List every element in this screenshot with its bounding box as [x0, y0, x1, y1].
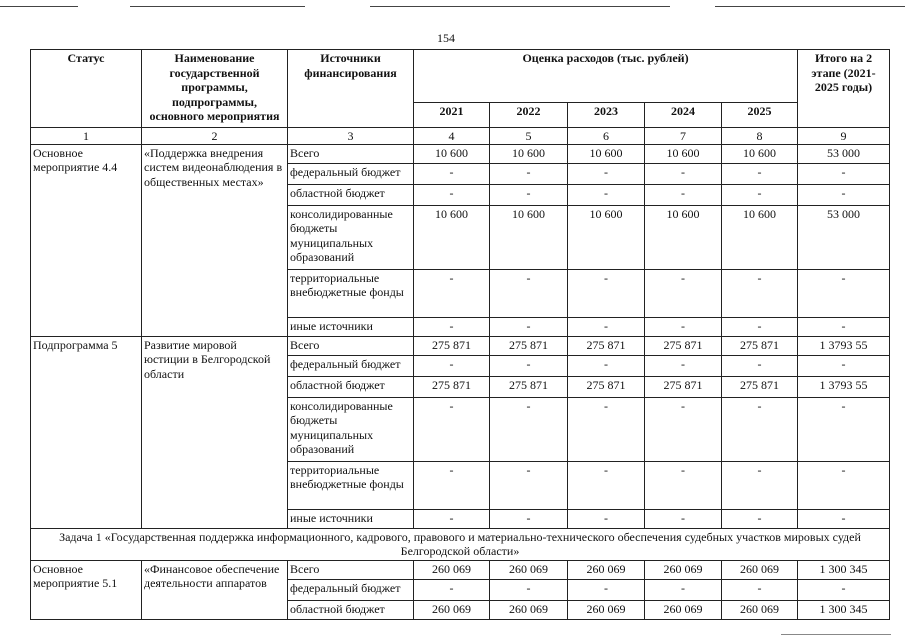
row-value: -	[722, 509, 798, 528]
row-source: Всего	[288, 144, 414, 163]
row-value: -	[490, 184, 568, 205]
row-value: -	[722, 461, 798, 509]
row-value: -	[568, 579, 645, 600]
row-value: 260 069	[414, 600, 490, 619]
row-value: 10 600	[645, 205, 722, 269]
row-status: Основное мероприятие 5.1	[31, 560, 142, 619]
row-value: 275 871	[490, 376, 568, 397]
row-name: «Поддержка внедрения систем видеонаблюдения в общественных местах»	[142, 144, 288, 336]
row-value: -	[568, 461, 645, 509]
header-year: 2025	[722, 102, 798, 127]
column-number: 2	[142, 128, 288, 145]
row-value: -	[490, 163, 568, 184]
row-source: федеральный бюджет	[288, 355, 414, 376]
row-value: -	[798, 163, 890, 184]
row-value: 1 3793 55	[798, 336, 890, 355]
row-value: -	[490, 509, 568, 528]
row-name: «Финансовое обеспечение деятельности аппаратов	[142, 560, 288, 619]
row-value: -	[414, 579, 490, 600]
row-value: -	[722, 184, 798, 205]
row-value: 1 300 345	[798, 560, 890, 579]
header-year: 2021	[414, 102, 490, 127]
column-number: 3	[288, 128, 414, 145]
column-number: 7	[645, 128, 722, 145]
row-value: -	[568, 184, 645, 205]
row-value: -	[798, 184, 890, 205]
row-value: -	[645, 317, 722, 336]
row-value: 260 069	[490, 560, 568, 579]
row-value: 10 600	[568, 144, 645, 163]
row-source: областной бюджет	[288, 184, 414, 205]
row-value: 275 871	[490, 336, 568, 355]
row-value: -	[568, 269, 645, 317]
row-source: иные источники	[288, 317, 414, 336]
row-source: областной бюджет	[288, 600, 414, 619]
row-value: 1 3793 55	[798, 376, 890, 397]
table-row	[31, 560, 890, 579]
row-value: -	[798, 579, 890, 600]
top-rule-mid-left	[130, 6, 305, 7]
row-value: 10 600	[414, 144, 490, 163]
row-value: -	[490, 461, 568, 509]
top-rule-mid	[370, 6, 670, 7]
task-row	[31, 528, 890, 560]
row-name: Развитие мировой юстиции в Белгородской области	[142, 336, 288, 528]
row-value: 275 871	[568, 336, 645, 355]
top-rule-left	[0, 6, 78, 7]
header-estimate: Оценка расходов (тыс. рублей)	[414, 50, 798, 103]
row-value: -	[568, 355, 645, 376]
row-value: 260 069	[645, 560, 722, 579]
column-number: 1	[31, 128, 142, 145]
row-value: -	[568, 163, 645, 184]
row-value: -	[798, 317, 890, 336]
row-value: -	[414, 509, 490, 528]
row-value: -	[414, 184, 490, 205]
row-value: 275 871	[645, 376, 722, 397]
row-source: Всего	[288, 336, 414, 355]
row-value: -	[645, 269, 722, 317]
row-value: 275 871	[568, 376, 645, 397]
row-source: федеральный бюджет	[288, 579, 414, 600]
table-body	[31, 50, 890, 620]
row-value: -	[722, 397, 798, 461]
row-value: -	[414, 355, 490, 376]
row-value: -	[568, 317, 645, 336]
row-value: 10 600	[490, 144, 568, 163]
row-value: 275 871	[414, 336, 490, 355]
table-row	[31, 144, 890, 163]
column-number: 9	[798, 128, 890, 145]
row-source: областной бюджет	[288, 376, 414, 397]
row-value: 10 600	[722, 205, 798, 269]
row-value: 260 069	[645, 600, 722, 619]
row-value: -	[722, 355, 798, 376]
row-value: -	[798, 397, 890, 461]
column-number: 4	[414, 128, 490, 145]
row-value: -	[798, 461, 890, 509]
row-value: -	[414, 163, 490, 184]
column-number-row	[31, 128, 890, 145]
task-title: Задача 1 «Государственная поддержка информационного, кадрового, правового и материально-технического обеспечения судебных участков мировых судей Белгородской области»	[31, 528, 890, 560]
row-source: иные источники	[288, 509, 414, 528]
bottom-rule	[781, 634, 891, 635]
row-value: 260 069	[568, 560, 645, 579]
row-value: -	[645, 461, 722, 509]
row-value: -	[490, 317, 568, 336]
row-source: территориальные внебюджетные фонды	[288, 269, 414, 317]
top-rule-right	[715, 6, 905, 7]
row-value: -	[414, 397, 490, 461]
row-value: 10 600	[490, 205, 568, 269]
page-number: 154	[437, 31, 455, 45]
header-year: 2024	[645, 102, 722, 127]
row-source: консолидированные бюджеты муниципальных образований	[288, 205, 414, 269]
budget-table	[30, 49, 890, 620]
row-value: -	[645, 184, 722, 205]
row-source: территориальные внебюджетные фонды	[288, 461, 414, 509]
row-value: 260 069	[722, 560, 798, 579]
row-value: -	[798, 509, 890, 528]
table-row	[31, 336, 890, 355]
row-value: -	[568, 397, 645, 461]
row-source: федеральный бюджет	[288, 163, 414, 184]
row-value: -	[645, 397, 722, 461]
column-number: 8	[722, 128, 798, 145]
header-year: 2022	[490, 102, 568, 127]
row-value: -	[490, 269, 568, 317]
row-value: 260 069	[722, 600, 798, 619]
row-value: 10 600	[568, 205, 645, 269]
column-number: 5	[490, 128, 568, 145]
header-year: 2023	[568, 102, 645, 127]
row-value: 260 069	[414, 560, 490, 579]
row-value: -	[490, 355, 568, 376]
row-status: Подпрограмма 5	[31, 336, 142, 528]
header-total: Итого на 2 этапе (2021-2025 годы)	[798, 50, 890, 128]
row-value: -	[645, 509, 722, 528]
header-status: Статус	[31, 50, 142, 128]
row-value: 260 069	[490, 600, 568, 619]
row-value: 275 871	[414, 376, 490, 397]
row-value: -	[568, 509, 645, 528]
row-value: -	[414, 317, 490, 336]
row-value: -	[722, 579, 798, 600]
row-value: 260 069	[568, 600, 645, 619]
header-sources: Источники финансирования	[288, 50, 414, 128]
row-value: 1 300 345	[798, 600, 890, 619]
row-value: 53 000	[798, 144, 890, 163]
row-value: -	[414, 269, 490, 317]
row-value: 10 600	[414, 205, 490, 269]
row-value: -	[722, 269, 798, 317]
header-name: Наименование государственной программы, подпрограммы, основного мероприятия	[142, 50, 288, 128]
row-source: консолидированные бюджеты муниципальных образований	[288, 397, 414, 461]
row-value: -	[645, 579, 722, 600]
row-value: -	[414, 461, 490, 509]
row-value: -	[490, 579, 568, 600]
row-source: Всего	[288, 560, 414, 579]
header-row-1	[31, 50, 890, 103]
row-status: Основное мероприятие 4.4	[31, 144, 142, 336]
row-value: 53 000	[798, 205, 890, 269]
row-value: 10 600	[722, 144, 798, 163]
row-value: 275 871	[722, 336, 798, 355]
row-value: -	[722, 317, 798, 336]
row-value: -	[645, 355, 722, 376]
row-value: 275 871	[645, 336, 722, 355]
row-value: 275 871	[722, 376, 798, 397]
row-value: -	[490, 397, 568, 461]
row-value: -	[798, 355, 890, 376]
row-value: -	[722, 163, 798, 184]
row-value: -	[645, 163, 722, 184]
row-value: 10 600	[645, 144, 722, 163]
row-value: -	[798, 269, 890, 317]
column-number: 6	[568, 128, 645, 145]
